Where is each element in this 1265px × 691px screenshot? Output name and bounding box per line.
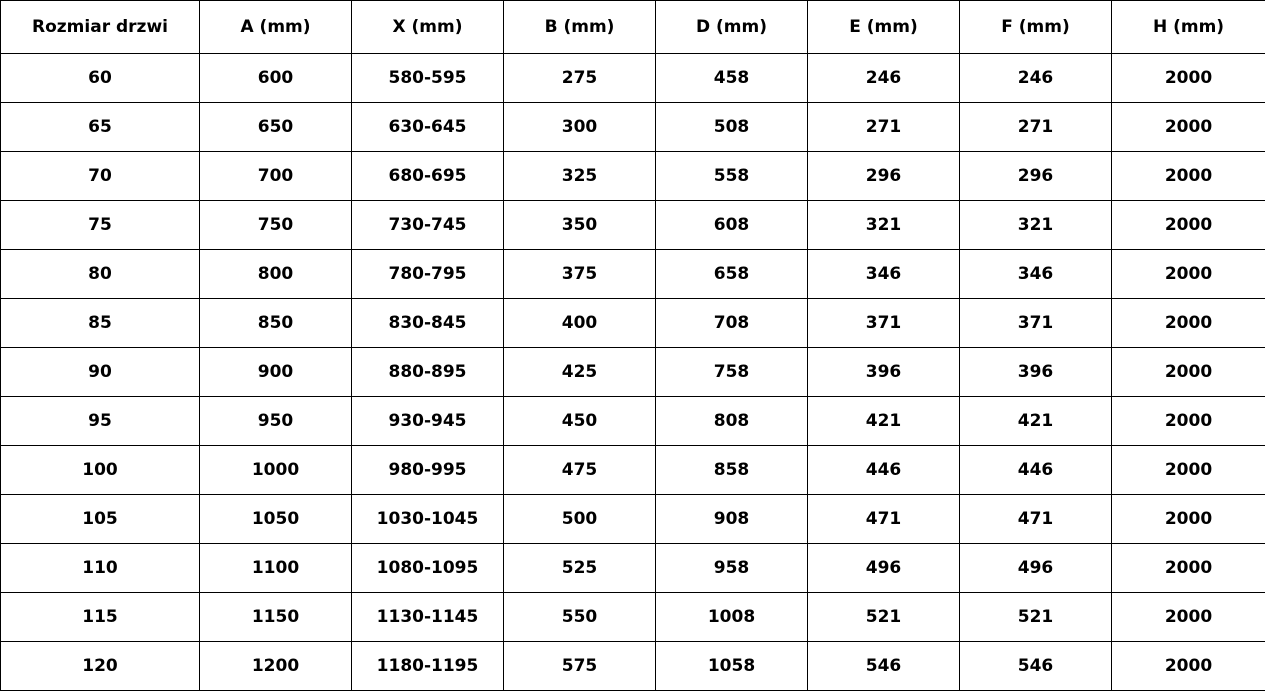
cell-x: 980-995 xyxy=(352,446,504,495)
cell-b: 500 xyxy=(504,495,656,544)
cell-b: 275 xyxy=(504,54,656,103)
cell-e: 371 xyxy=(808,299,960,348)
cell-f: 521 xyxy=(960,593,1112,642)
cell-a: 1050 xyxy=(200,495,352,544)
cell-b: 325 xyxy=(504,152,656,201)
table-row xyxy=(1,250,1265,299)
column-header-door-size: Rozmiar drzwi xyxy=(1,1,200,54)
cell-x: 880-895 xyxy=(352,348,504,397)
cell-d: 858 xyxy=(656,446,808,495)
cell-f: 421 xyxy=(960,397,1112,446)
cell-h: 2000 xyxy=(1112,201,1265,250)
cell-d: 558 xyxy=(656,152,808,201)
cell-e: 546 xyxy=(808,642,960,691)
cell-f: 246 xyxy=(960,54,1112,103)
cell-door-size: 105 xyxy=(1,495,200,544)
table-row xyxy=(1,299,1265,348)
table-row xyxy=(1,446,1265,495)
cell-door-size: 90 xyxy=(1,348,200,397)
cell-f: 321 xyxy=(960,201,1112,250)
cell-door-size: 60 xyxy=(1,54,200,103)
cell-x: 1030-1045 xyxy=(352,495,504,544)
cell-a: 1200 xyxy=(200,642,352,691)
table-header-row xyxy=(1,1,1265,54)
cell-x: 580-595 xyxy=(352,54,504,103)
cell-b: 575 xyxy=(504,642,656,691)
cell-door-size: 85 xyxy=(1,299,200,348)
cell-a: 600 xyxy=(200,54,352,103)
table-row xyxy=(1,103,1265,152)
cell-door-size: 115 xyxy=(1,593,200,642)
table-row xyxy=(1,593,1265,642)
cell-b: 300 xyxy=(504,103,656,152)
cell-b: 400 xyxy=(504,299,656,348)
cell-h: 2000 xyxy=(1112,642,1265,691)
column-header-f: F (mm) xyxy=(960,1,1112,54)
cell-b: 350 xyxy=(504,201,656,250)
cell-door-size: 110 xyxy=(1,544,200,593)
cell-a: 800 xyxy=(200,250,352,299)
cell-door-size: 75 xyxy=(1,201,200,250)
cell-e: 296 xyxy=(808,152,960,201)
cell-a: 750 xyxy=(200,201,352,250)
cell-d: 458 xyxy=(656,54,808,103)
column-header-h: H (mm) xyxy=(1112,1,1265,54)
cell-x: 630-645 xyxy=(352,103,504,152)
cell-b: 375 xyxy=(504,250,656,299)
cell-door-size: 95 xyxy=(1,397,200,446)
column-header-a: A (mm) xyxy=(200,1,352,54)
cell-a: 700 xyxy=(200,152,352,201)
cell-a: 850 xyxy=(200,299,352,348)
cell-d: 758 xyxy=(656,348,808,397)
cell-e: 521 xyxy=(808,593,960,642)
cell-f: 271 xyxy=(960,103,1112,152)
cell-h: 2000 xyxy=(1112,348,1265,397)
cell-d: 1008 xyxy=(656,593,808,642)
cell-x: 1080-1095 xyxy=(352,544,504,593)
cell-h: 2000 xyxy=(1112,250,1265,299)
cell-x: 830-845 xyxy=(352,299,504,348)
table-row xyxy=(1,544,1265,593)
cell-d: 958 xyxy=(656,544,808,593)
cell-f: 346 xyxy=(960,250,1112,299)
table-row xyxy=(1,397,1265,446)
cell-b: 425 xyxy=(504,348,656,397)
cell-door-size: 65 xyxy=(1,103,200,152)
cell-a: 900 xyxy=(200,348,352,397)
column-header-e: E (mm) xyxy=(808,1,960,54)
cell-d: 508 xyxy=(656,103,808,152)
cell-f: 371 xyxy=(960,299,1112,348)
cell-d: 608 xyxy=(656,201,808,250)
table-row xyxy=(1,348,1265,397)
cell-b: 450 xyxy=(504,397,656,446)
cell-h: 2000 xyxy=(1112,397,1265,446)
cell-door-size: 100 xyxy=(1,446,200,495)
table-row xyxy=(1,495,1265,544)
cell-a: 1150 xyxy=(200,593,352,642)
cell-e: 446 xyxy=(808,446,960,495)
cell-e: 471 xyxy=(808,495,960,544)
cell-a: 1000 xyxy=(200,446,352,495)
cell-d: 808 xyxy=(656,397,808,446)
cell-door-size: 70 xyxy=(1,152,200,201)
cell-d: 1058 xyxy=(656,642,808,691)
cell-e: 271 xyxy=(808,103,960,152)
column-header-d: D (mm) xyxy=(656,1,808,54)
cell-e: 496 xyxy=(808,544,960,593)
cell-x: 930-945 xyxy=(352,397,504,446)
cell-a: 650 xyxy=(200,103,352,152)
cell-f: 471 xyxy=(960,495,1112,544)
cell-b: 525 xyxy=(504,544,656,593)
cell-door-size: 80 xyxy=(1,250,200,299)
cell-h: 2000 xyxy=(1112,593,1265,642)
cell-h: 2000 xyxy=(1112,495,1265,544)
cell-b: 475 xyxy=(504,446,656,495)
cell-d: 708 xyxy=(656,299,808,348)
cell-x: 730-745 xyxy=(352,201,504,250)
cell-x: 1180-1195 xyxy=(352,642,504,691)
cell-f: 496 xyxy=(960,544,1112,593)
cell-door-size: 120 xyxy=(1,642,200,691)
table-row xyxy=(1,152,1265,201)
cell-h: 2000 xyxy=(1112,54,1265,103)
cell-e: 421 xyxy=(808,397,960,446)
cell-x: 1130-1145 xyxy=(352,593,504,642)
cell-a: 950 xyxy=(200,397,352,446)
cell-h: 2000 xyxy=(1112,152,1265,201)
table-row xyxy=(1,54,1265,103)
cell-h: 2000 xyxy=(1112,103,1265,152)
table-body xyxy=(1,54,1265,691)
cell-e: 246 xyxy=(808,54,960,103)
table-header xyxy=(1,1,1265,54)
cell-x: 780-795 xyxy=(352,250,504,299)
cell-f: 546 xyxy=(960,642,1112,691)
cell-f: 396 xyxy=(960,348,1112,397)
cell-f: 446 xyxy=(960,446,1112,495)
cell-f: 296 xyxy=(960,152,1112,201)
cell-h: 2000 xyxy=(1112,544,1265,593)
cell-e: 321 xyxy=(808,201,960,250)
cell-x: 680-695 xyxy=(352,152,504,201)
cell-e: 346 xyxy=(808,250,960,299)
cell-d: 908 xyxy=(656,495,808,544)
cell-h: 2000 xyxy=(1112,299,1265,348)
column-header-b: B (mm) xyxy=(504,1,656,54)
column-header-x: X (mm) xyxy=(352,1,504,54)
table-row xyxy=(1,642,1265,691)
cell-a: 1100 xyxy=(200,544,352,593)
cell-d: 658 xyxy=(656,250,808,299)
cell-e: 396 xyxy=(808,348,960,397)
cell-h: 2000 xyxy=(1112,446,1265,495)
table-row xyxy=(1,201,1265,250)
cell-b: 550 xyxy=(504,593,656,642)
